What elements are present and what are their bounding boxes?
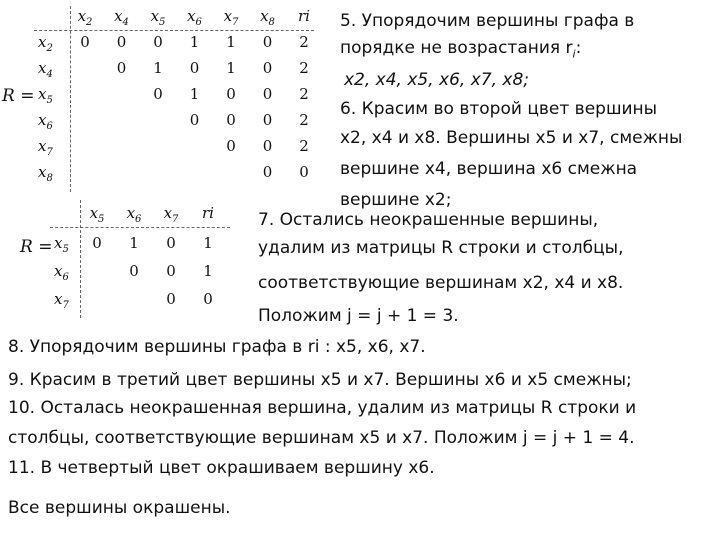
step-9: 9. Красим в третий цвет вершины x5 и x7. Вершины x6 и x5 смежны;: [8, 370, 632, 390]
matrix-cell: 2: [299, 85, 309, 103]
matrix-cell: 1: [189, 85, 200, 103]
matrix-cell: 1: [153, 59, 163, 77]
step-10-line-2: столбцы, соответствующие вершинам x5 и x7. Положим j = j + 1 = 4.: [8, 428, 635, 448]
matrix-cell: 0: [226, 137, 236, 155]
matrix-cell: 0: [262, 85, 273, 103]
matrix-column-header: $x_7$: [223, 7, 239, 28]
matrix-cell: 0: [189, 111, 200, 129]
matrix-cell: 0: [166, 290, 176, 308]
matrix-cell: 1: [226, 59, 236, 77]
matrix-cell: 0: [80, 33, 90, 51]
matrix-cell: 0: [166, 262, 176, 280]
matrix-row-label: $x_7$: [38, 137, 53, 158]
matrix-r-second: [0, 195, 260, 325]
matrix-column-header: $x_4$: [114, 7, 129, 28]
matrix-cell: 0: [226, 111, 236, 129]
matrix-column-header: $x_6$: [187, 7, 202, 28]
step-8: 8. Упорядочим вершины графа в ri : x5, x6, x7.: [8, 337, 426, 357]
matrix-column-header: ri: [298, 7, 310, 25]
matrix-cell: 0: [189, 59, 200, 77]
matrix-row-label: $x_5$: [54, 234, 69, 255]
matrix-column-header: $x_7$: [163, 204, 179, 225]
step-7-line-2: удалим из матрицы R строки и столбцы,: [258, 238, 624, 258]
step-5-line-3: x2, x4, x5, x6, x7, x8;: [344, 70, 530, 90]
matrix-cell: 0: [262, 163, 273, 181]
step-10-line-1: 10. Осталась неокрашенная вершина, удалим из матрицы R строки и: [8, 398, 637, 418]
matrix-cell: 0: [262, 111, 273, 129]
matrix-row-label: $x_5$: [38, 85, 53, 106]
step-7-line-4: Положим j = j + 1 = 3.: [258, 306, 459, 326]
matrix-cell: 0: [153, 33, 163, 51]
step-7-line-1: 7. Остались неокрашенные вершины,: [258, 210, 599, 230]
step-11: 11. В четвертый цвет окрашиваем вершину x6.: [8, 458, 435, 478]
matrix-column-header: ri: [202, 204, 214, 222]
matrix-cell: 0: [129, 262, 139, 280]
step-6-line-2: x2, x4 и x8. Вершины x5 и x7, смежны: [340, 128, 683, 148]
matrix-r-first: [0, 0, 320, 200]
matrix-cell: 0: [262, 59, 273, 77]
matrix-row-label: $x_6$: [54, 262, 69, 283]
matrix-cell: 1: [189, 33, 200, 51]
matrix-cell: 1: [203, 234, 213, 252]
matrix-cell: 0: [116, 33, 127, 51]
matrix-cell: 2: [299, 33, 309, 51]
matrix-rowlabel-divider: [80, 200, 81, 318]
step-6-line-4: вершине x2;: [340, 190, 452, 210]
final-statement: Все вершины окрашены.: [8, 498, 231, 518]
matrix-column-header: $x_5$: [150, 7, 166, 28]
step-6-line-1: 6. Красим во второй цвет вершины: [340, 99, 658, 119]
matrix-column-header: $x_5$: [89, 204, 105, 225]
step-5-line-2: порядке не возрастания $r_i$:: [340, 38, 582, 61]
step-7-line-3: соответствующие вершинам x2, x4 и x8.: [258, 273, 624, 293]
matrix-cell: 1: [203, 262, 213, 280]
matrix-row-label: $x_6$: [38, 111, 53, 132]
matrix-cell: 2: [299, 111, 309, 129]
matrix-cell: 0: [226, 85, 236, 103]
matrix-row-label: $x_8$: [38, 163, 53, 184]
matrix-cell: 2: [299, 137, 309, 155]
step-6-line-3: вершине x4, вершина x6 смежна: [340, 159, 638, 179]
matrix-label: R =: [20, 237, 53, 257]
matrix-cell: 0: [262, 33, 273, 51]
step-5-line-1: 5. Упорядочим вершины графа в: [340, 11, 635, 31]
matrix-cell: 1: [129, 234, 139, 252]
matrix-cell: 0: [92, 234, 102, 252]
matrix-cell: 0: [153, 85, 163, 103]
matrix-cell: 0: [166, 234, 176, 252]
matrix-cell: 0: [262, 137, 273, 155]
matrix-column-header: $x_6$: [126, 204, 142, 225]
matrix-cell: 0: [299, 163, 309, 181]
matrix-cell: 2: [299, 59, 309, 77]
matrix-row-label: $x_7$: [54, 290, 69, 311]
matrix-column-header: $x_2$: [77, 7, 93, 28]
matrix-row-label: $x_4$: [38, 59, 53, 80]
matrix-label: R =: [2, 86, 35, 106]
matrix-cell: 1: [226, 33, 236, 51]
matrix-cell: 0: [203, 290, 213, 308]
matrix-row-label: $x_2$: [38, 33, 53, 54]
matrix-cell: 0: [116, 59, 127, 77]
matrix-column-header: $x_8$: [260, 7, 275, 28]
